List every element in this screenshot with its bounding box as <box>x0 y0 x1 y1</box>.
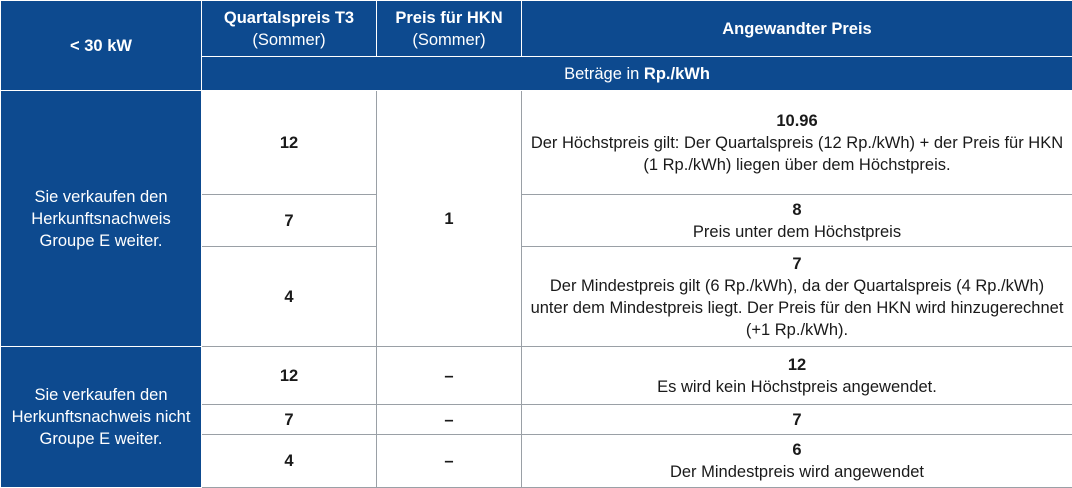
hkn-price-cell: – <box>377 347 522 405</box>
applied-price-cell <box>522 435 1072 488</box>
quarter-price-header: Quartalspreis T3 (Sommer) <box>202 1 377 57</box>
applied-price-value: 7 <box>530 409 1064 431</box>
applied-price-cell <box>522 195 1072 247</box>
applied-price-note: Der Mindestpreis wird angewendet <box>530 461 1064 483</box>
applied-price-note: Preis unter dem Höchstpreis <box>530 221 1064 243</box>
applied-price-cell <box>522 247 1072 347</box>
hkn-price-cell: – <box>377 405 522 435</box>
quarter-price-cell: 7 <box>202 405 377 435</box>
applied-price-value: 10.96 <box>530 110 1064 132</box>
hkn-price-header: Preis für HKN (Sommer) <box>377 1 522 57</box>
applied-price-cell <box>522 347 1072 405</box>
hkn-price-cell: 1 <box>377 91 522 347</box>
power-class-header: < 30 kW <box>1 1 202 91</box>
applied-price-value: 8 <box>530 199 1064 221</box>
applied-price-note: Der Mindestpreis gilt (6 Rp./kWh), da der Quartalspreis (4 Rp./kWh) unter dem Mindestpreis liegt. Der Preis für den HKN wird hinzugerechnet (+1 Rp./kWh). <box>530 275 1064 341</box>
quarter-price-cell: 4 <box>202 247 377 347</box>
group1-label: Sie verkaufen den Herkunftsnachweis Groupe E weiter. <box>1 91 202 347</box>
hkn-price-cell: – <box>377 435 522 488</box>
group2-label: Sie verkaufen den Herkunftsnachweis nicht Groupe E weiter. <box>1 347 202 488</box>
quarter-price-cell: 4 <box>202 435 377 488</box>
applied-price-note: Es wird kein Höchstpreis angewendet. <box>530 376 1064 398</box>
applied-price-cell <box>522 91 1072 195</box>
applied-price-value: 12 <box>530 354 1064 376</box>
applied-price-header: Angewandter Preis <box>522 1 1072 57</box>
applied-price-note: Der Höchstpreis gilt: Der Quartalspreis (12 Rp./kWh) + der Preis für HKN (1 Rp./kWh) liegen über dem Höchstpreis. <box>530 132 1064 176</box>
quarter-price-cell: 7 <box>202 195 377 247</box>
quarter-price-cell: 12 <box>202 347 377 405</box>
applied-price-value: 6 <box>530 439 1064 461</box>
units-row: Beträge in Rp./kWh <box>202 57 1072 91</box>
applied-price-cell <box>522 405 1072 435</box>
quarter-price-cell: 12 <box>202 91 377 195</box>
applied-price-value: 7 <box>530 253 1064 275</box>
